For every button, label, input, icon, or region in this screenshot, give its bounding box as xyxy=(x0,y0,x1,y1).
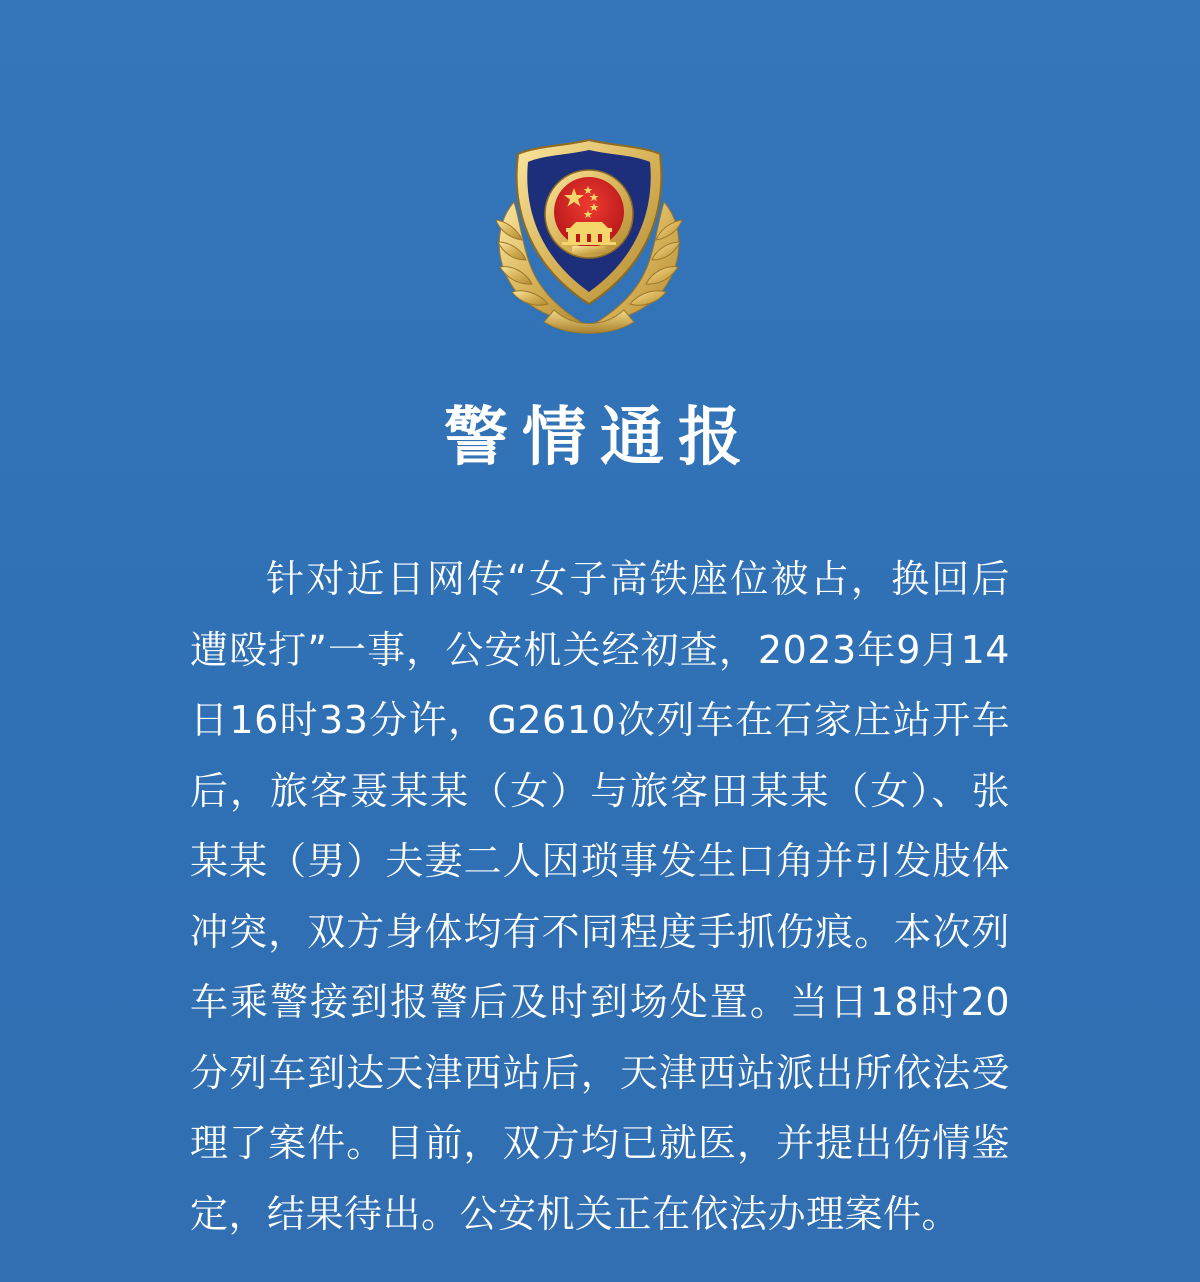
notice-body: 针对近日网传“女子高铁座位被占，换回后遭殴打”一事，公安机关经初查，2023年9月14日16时33分许，G2610次列车在石家庄站开车后，旅客聂某某（女）与旅客田某某（女）、张某某（男）夫妻二人因琐事发生口角并引发肢体冲突，双方身体均有不同程度手抓伤痕。本次列车乘警接到报警后及时到场处置。当日18时20分列车到达天津西站后，天津西站派出所依法受理了案件。目前，双方均已就医，并提出伤情鉴定，结果待出。公安机关正在依法办理案件。 xyxy=(190,557,1010,1236)
police-badge-icon xyxy=(484,132,694,342)
page-title: 警情通报 xyxy=(444,400,756,475)
